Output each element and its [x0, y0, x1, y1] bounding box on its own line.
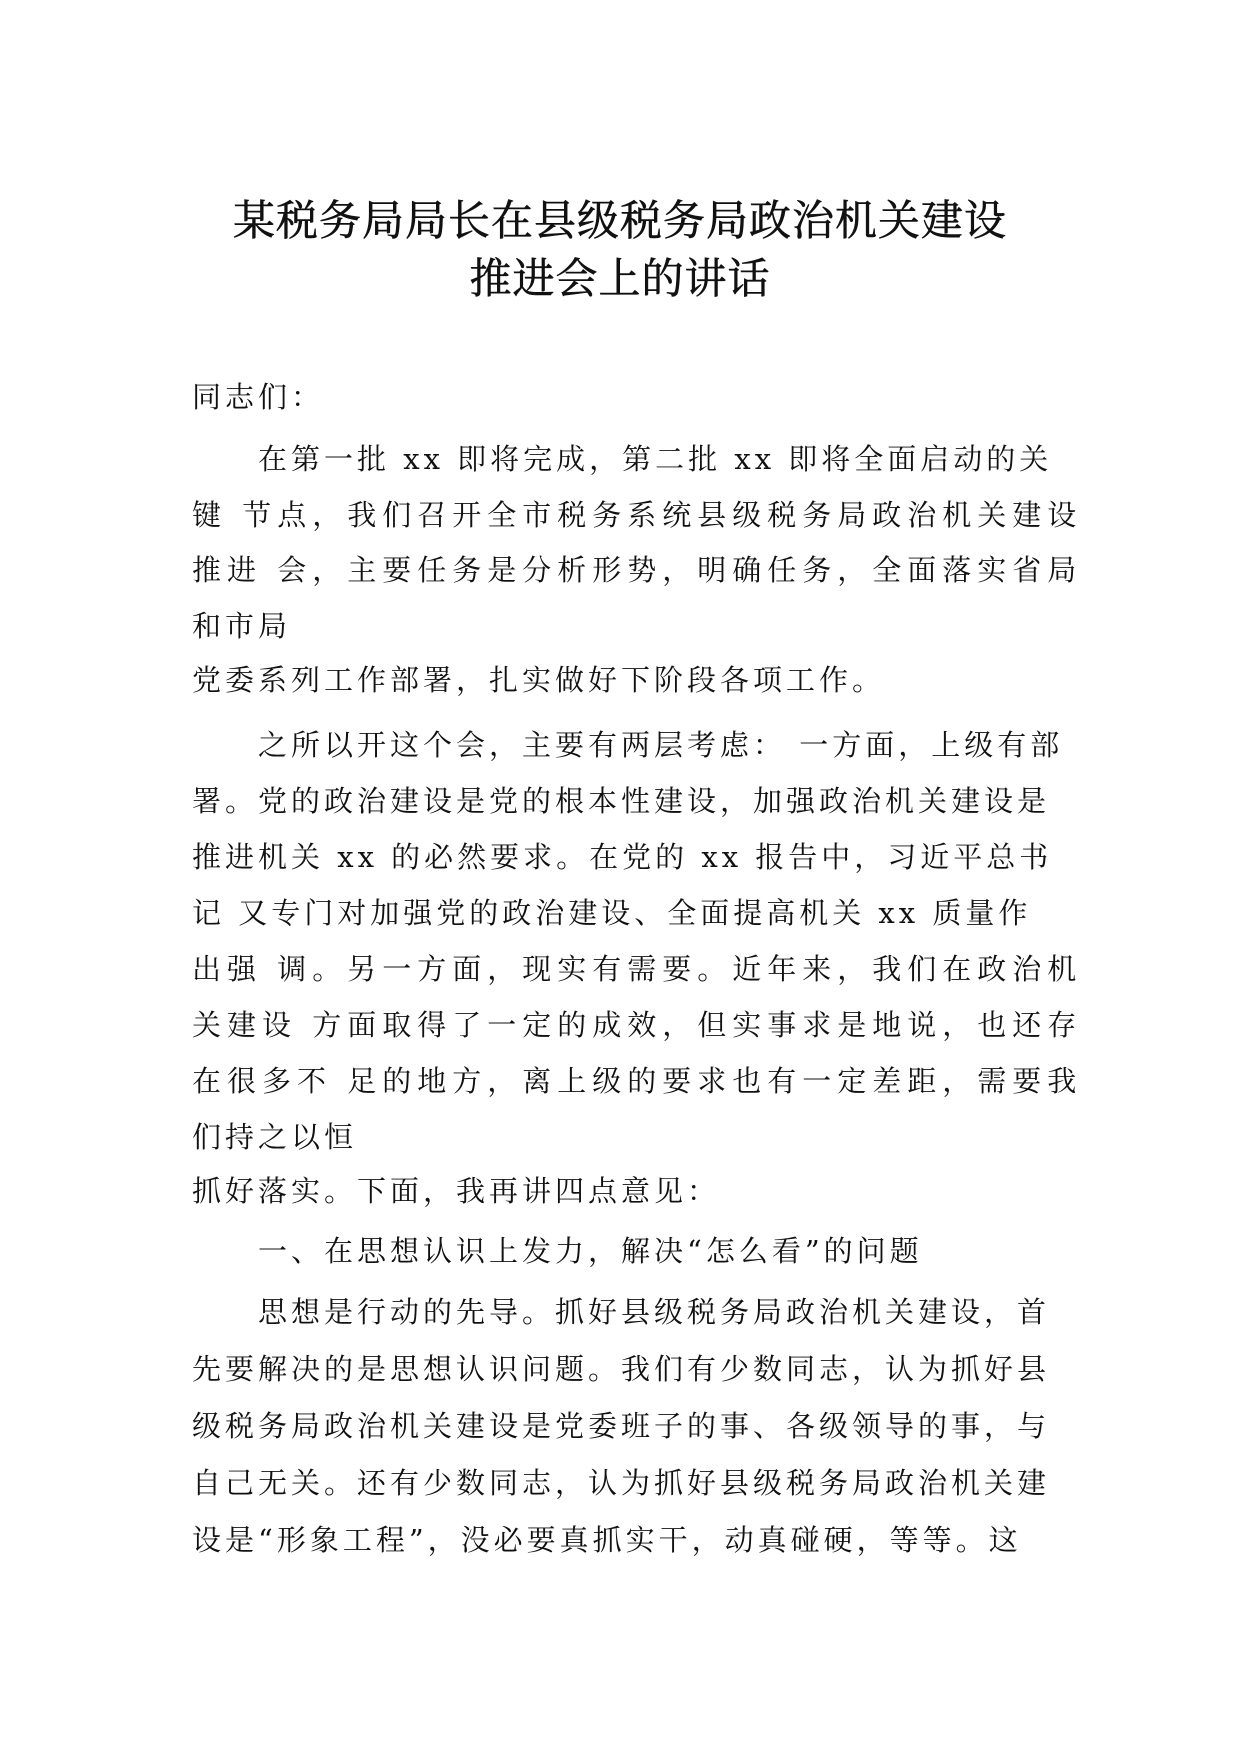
body-line: 署。党的政治建设是党的根本性建设，加强政治机关建设是 — [192, 784, 1051, 818]
body-line: 先要解决的是思想认识问题。我们有少数同志，认为抓好县 — [192, 1352, 1051, 1386]
document-title-line-1: 某税务局局长在县级税务局政治机关建设 — [232, 196, 1007, 245]
body-line: 推进机关 xx 的必然要求。在党的 xx 报告中，习近平总书 — [192, 840, 1053, 874]
body-line: 在第一批 xx 即将完成，第二批 xx 即将全面启动的关 — [258, 442, 1053, 476]
body-line: 抓好落实。下面，我再讲四点意见： — [192, 1174, 721, 1208]
document-title-line-2: 推进会上的讲话 — [469, 254, 771, 303]
section-heading: 一、在思想认识上发力，解决“怎么看”的问题 — [258, 1234, 923, 1268]
salutation: 同志们： — [192, 380, 325, 414]
body-line: 党委系列工作部署，扎实做好下阶段各项工作。 — [192, 663, 886, 697]
body-line: 出强 调。另一方面，现实有需要。近年来，我们在政治机 — [192, 952, 1083, 986]
body-line: 们持之以恒 — [192, 1120, 358, 1154]
body-line: 思想是行动的先导。抓好县级税务局政治机关建设，首 — [258, 1295, 1051, 1329]
body-line: 级税务局政治机关建设是党委班子的事、各级领导的事，与 — [192, 1409, 1051, 1443]
body-line: 键 节点，我们召开全市税务系统县级税务局政治机关建设 — [192, 498, 1083, 532]
body-line: 之所以开这个会，主要有两层考虑： 一方面，上级有部 — [258, 728, 1064, 762]
body-line: 设是“形象工程”，没必要真抓实干，动真碰硬，等等。这 — [192, 1523, 1022, 1557]
body-line: 关建设 方面取得了一定的成效，但实事求是地说，也还存 — [192, 1008, 1083, 1042]
body-line: 自己无关。还有少数同志，认为抓好县级税务局政治机关建 — [192, 1466, 1051, 1500]
body-line: 推进 会，主要任务是分析形势，明确任务，全面落实省局 — [192, 553, 1083, 587]
body-line: 和市局 — [192, 609, 292, 643]
body-line: 在很多不 足的地方，离上级的要求也有一定差距，需要我 — [192, 1064, 1083, 1098]
body-line: 记 又专门对加强党的政治建设、全面提高机关 xx 质量作 — [192, 896, 1032, 930]
